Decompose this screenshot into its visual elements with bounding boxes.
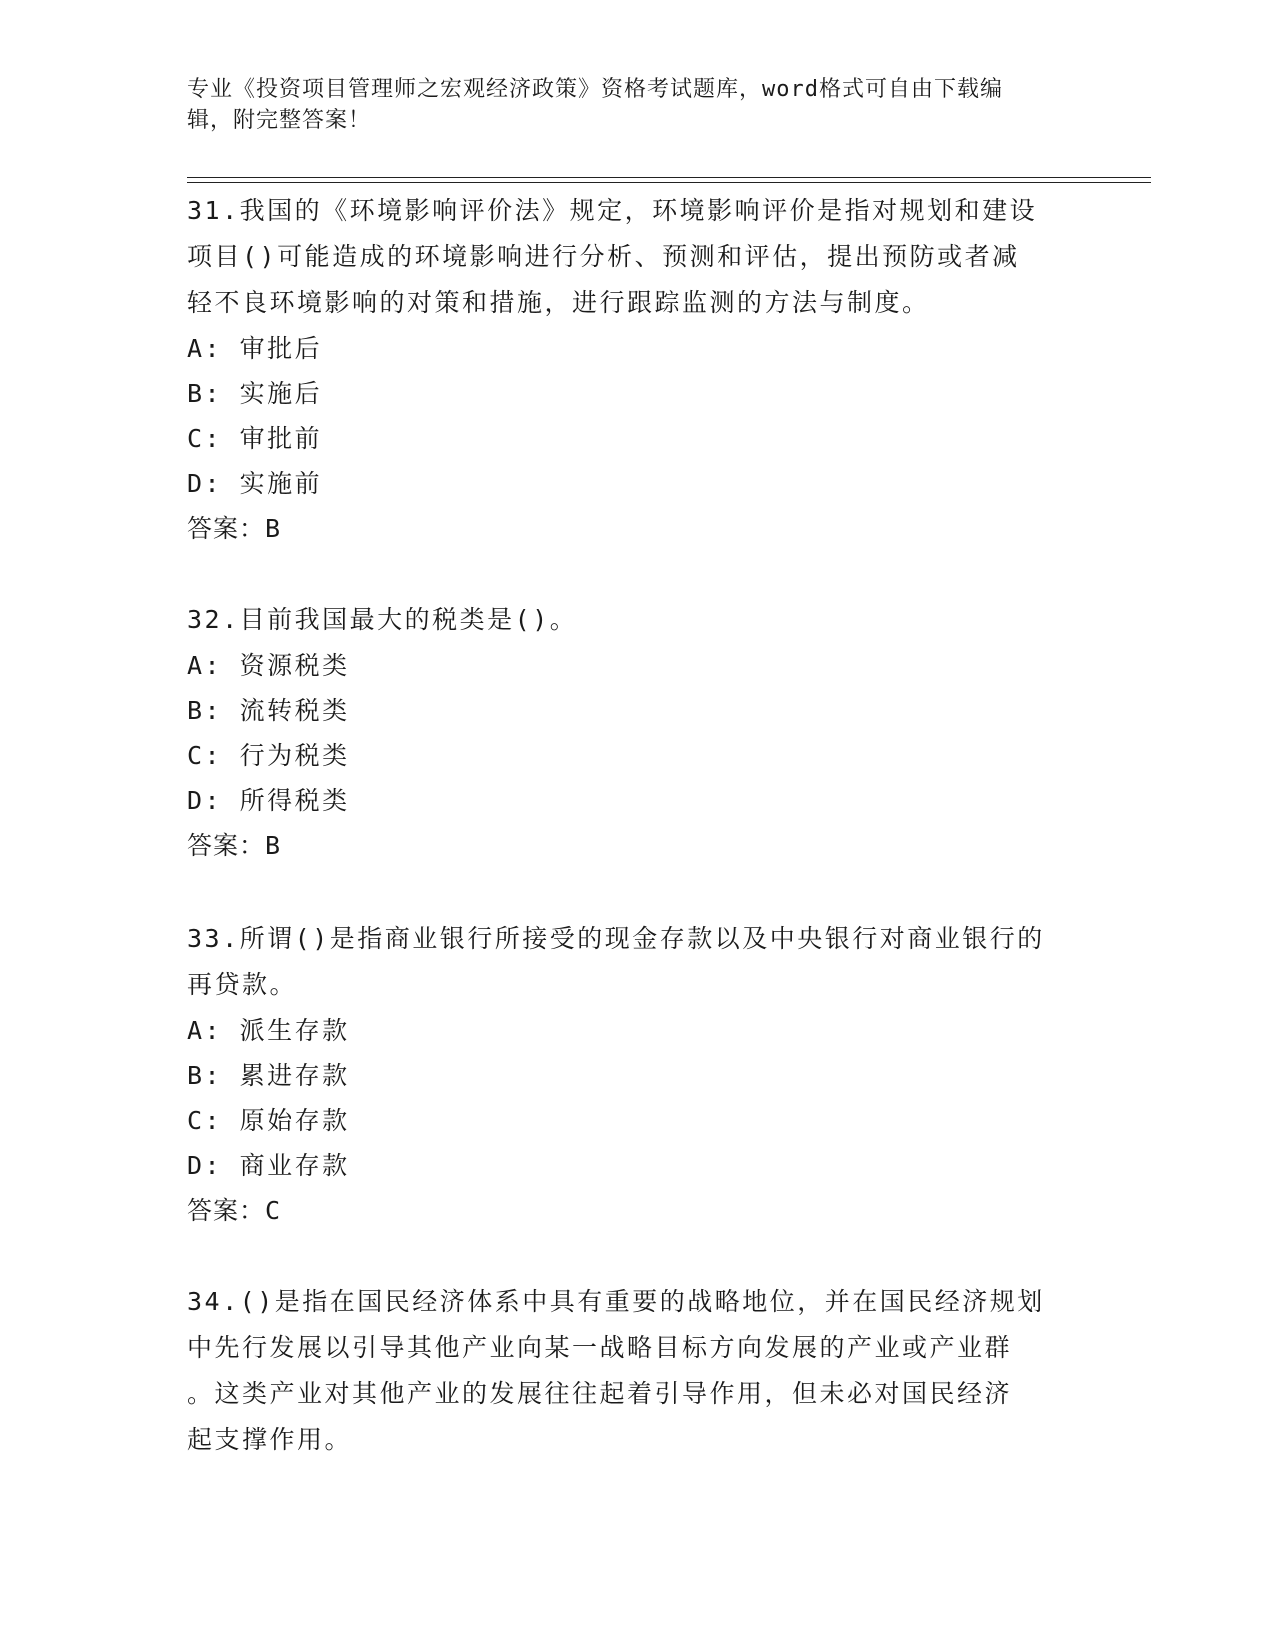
option-c: C: 行为税类 [187,741,350,770]
stem-line: 起支撑作用。 [187,1425,353,1454]
stem-line: 项目()可能造成的环境影响进行分析、预测和评估，提出预防或者减 [187,242,1020,271]
question-stem [187,916,1077,1008]
stem-line: 轻不良环境影响的对策和措施，进行跟踪监测的方法与制度。 [187,288,930,317]
option-d: D: 所得税类 [187,786,350,815]
stem-line: 再贷款。 [187,970,298,999]
option-b: B: 实施后 [187,379,323,408]
stem-line: 34.()是指在国民经济体系中具有重要的战略地位，并在国民经济规划 [187,1287,1045,1316]
stem-line: 32.目前我国最大的税类是()。 [187,605,578,634]
answer: 答案：C [187,1196,282,1225]
option-a: A: 派生存款 [187,1016,350,1045]
option-b: B: 流转税类 [187,696,350,725]
question-34 [187,1279,1077,1463]
header-divider [187,182,1151,183]
answer: 答案：B [187,514,282,543]
stem-line: 31.我国的《环境影响评价法》规定，环境影响评价是指对规划和建设 [187,196,1038,225]
header-line: 专业《投资项目管理师之宏观经济政策》资格考试题库，word格式可自由下载编 [187,77,1003,102]
question-33 [187,916,1077,1234]
question-31 [187,188,1077,552]
stem-line: 。这类产业对其他产业的发展往往起着引导作用，但未必对国民经济 [187,1379,1013,1408]
option-c: C: 审批前 [187,424,323,453]
header-line: 辑，附完整答案！ [187,108,372,133]
question-stem [187,1279,1077,1463]
stem-line: 中先行发展以引导其他产业向某一战略目标方向发展的产业或产业群 [187,1333,1013,1362]
option-c: C: 原始存款 [187,1106,350,1135]
stem-line: 33.所谓()是指商业银行所接受的现金存款以及中央银行对商业银行的 [187,924,1045,953]
option-b: B: 累进存款 [187,1061,350,1090]
header-divider [187,177,1151,178]
document-header [187,74,1067,136]
option-d: D: 实施前 [187,469,323,498]
option-a: A: 审批后 [187,334,323,363]
question-stem [187,597,1077,643]
question-stem [187,188,1077,326]
answer: 答案：B [187,831,282,860]
option-d: D: 商业存款 [187,1151,350,1180]
option-a: A: 资源税类 [187,651,350,680]
question-32 [187,597,1077,869]
